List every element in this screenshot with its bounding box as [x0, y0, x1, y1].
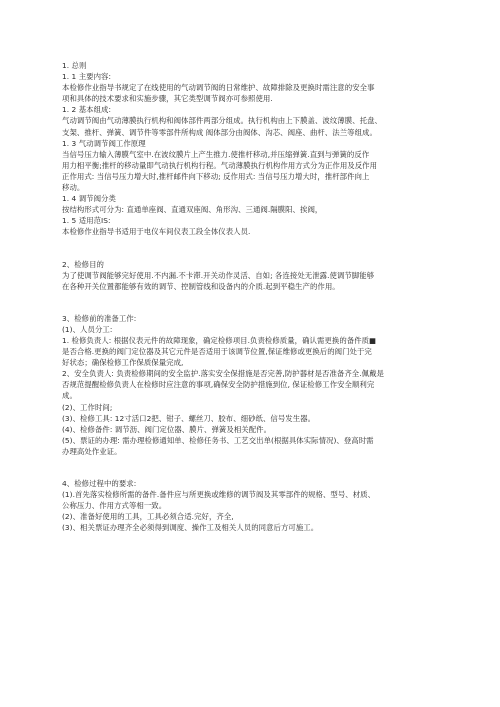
paragraph-line: (3)、检修工具: 12寸活口2把、钳子、螺丝刀、胶布、细砂纸、信号发生器。: [62, 413, 316, 423]
document-body: [62, 60, 442, 533]
paragraph-line: (1).首先落实检修所需的备件.备件应与所更换或维修的调节阀及其零部件的规格、型号、材质、: [62, 490, 376, 500]
paragraph-line: 好状态；确保检修工作保质保量完成,: [62, 358, 184, 368]
subsection-heading: 1. 3 气动调节阀工作原理: [62, 138, 146, 148]
section-spacer: [62, 457, 442, 478]
paragraph-line: 本检修作业指导书规定了在线使用的气动调节阀的日常维护、故障排除及更换时需注意的安全事: [62, 83, 375, 93]
paragraph-line: (4)、检修备件: 调节沥、阀门定位器、膜片、弹簧及相关配件。: [62, 424, 272, 434]
section-preparation: [62, 313, 442, 457]
section-heading: 2、检修目的: [62, 259, 104, 269]
section-heading: 1. 总则: [62, 61, 87, 70]
paragraph-line: 否规范提醒检修负责人在检修时应注意的事项,确保安全防护措施到位, 保证检修工作安全顺利完: [62, 380, 375, 390]
section-spacer: [62, 292, 442, 313]
paragraph-line: (2)、准备好使用的工具，工具必须合适.完好，齐全,: [62, 512, 234, 522]
subsection-heading: (1)、人员分工:: [62, 324, 113, 334]
section-purpose: [62, 259, 442, 292]
paragraph-line: 为了使调节阀能够完好使用.不内漏.不卡滞.开关动作灵活、自如; 各连接处无泄露.使调节脚能够: [62, 270, 375, 280]
section-heading: 3、检修前的准备工作:: [62, 313, 137, 323]
paragraph-line: 项和具体的技术要求和实施步骤，其它类型调节阀亦可参照使用.: [62, 94, 273, 104]
paragraph-line: 本检修作业指导书适用于电仪车间仪表工段全体仪表人员.: [62, 227, 251, 237]
paragraph-line: 1. 检修负责人: 根据仪表元件的故障现象，确定检修项目.负责检修质量，确认需更换的备件质■: [62, 335, 377, 345]
paragraph-line: 按结构形式可分为: 直通单座阀、直通双座阀、角形沟、三通阀.隔膜阳、挨阀，: [62, 205, 323, 215]
paragraph-line: 公称压力、作用方式等相一致。: [62, 501, 167, 511]
paragraph-line: 2、安全负责人: 负责检修期间的安全监护.落实安全保措施是否完善,防护器材是否准备齐全.佩戴是: [62, 369, 384, 379]
section-spacer: [62, 238, 442, 259]
paragraph-line: 正作用式: 当信号压力增大时,推杆邮件向下移动; 反作用式: 当信号压力增大时，推杆部件向上: [62, 171, 370, 181]
paragraph-line: 办理高处作业证。: [62, 446, 122, 456]
paragraph-line: 气动调节阀由气动薄膜执行机构和阀体部件两部分组成。执行机构由上下膜盖、波纹薄膜、托盘、: [62, 116, 382, 126]
paragraph-line: 当信号压力输入薄膜气室中.在波纹膜片上产生推力.使推杆移动,并压缩弹簧.直到与弹簧的反作: [62, 149, 370, 159]
paragraph-line: 是否合格.更换的阀门定位器及其它元件是否适用于该调节位置,保证维修或更换后的阀门处于完: [62, 347, 372, 357]
subsection-heading: 1. 2 基本组成:: [62, 105, 112, 115]
subsection-heading: 1. 4 调节阀分类: [62, 194, 116, 204]
paragraph-line: 支架、推杆、弹簧、调节件等零部件所构成 阀体部分由阀体、沟芯、阀座、曲杆、法兰等组成。: [62, 127, 377, 137]
section-heading: 4、检修过程中的要求:: [62, 479, 137, 488]
paragraph-line: 成。: [62, 391, 77, 401]
section-requirements: [62, 478, 442, 533]
paragraph-line: (5)、票证的办理: 需办理检修通知单、检修任务书、工艺交出单(根据具体实际情况)、登高时需: [62, 435, 374, 445]
paragraph-line: 移动。: [62, 183, 85, 193]
section-general: [62, 60, 442, 238]
paragraph-line: 用力相平衡;推杆的移动量即气动执行机构行程。气动薄膜执行机构作用方式分为正作用及反作用: [62, 160, 378, 170]
subsection-heading: 1. 5 适用范IS:: [62, 216, 111, 226]
paragraph-line: (3)、相关票证办理齐全必须得到调度、操作工及相关人员的同意后方可施工。: [62, 523, 319, 533]
subsection-heading: 1. 1 主要内容:: [62, 72, 112, 82]
paragraph-line: 在各种开关位置都能够有效的调节、控制管线和设备内的介质.起到平稳生产的作用。: [62, 281, 340, 291]
subsection-heading: (2)、工作时间;: [62, 402, 113, 412]
